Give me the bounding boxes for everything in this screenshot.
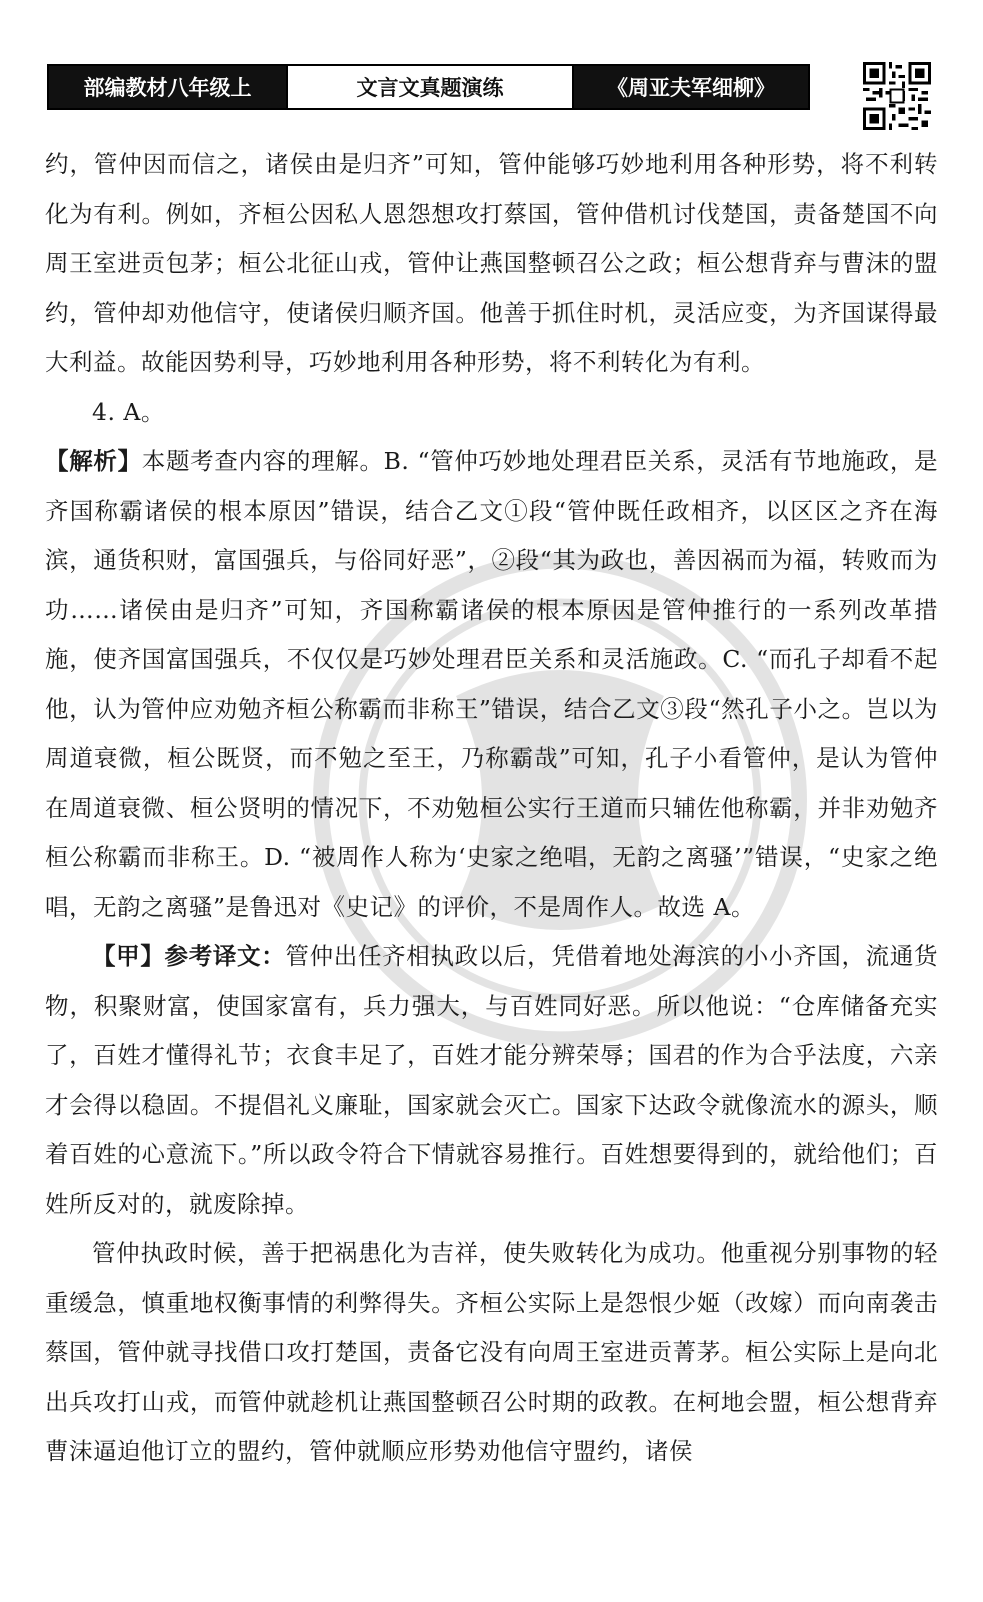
translation-tag: 【甲】参考译文： <box>92 942 286 970</box>
translation-text-1: 管仲出任齐相执政以后，凭借着地处海滨的小小齐国，流通货物，积聚财富，使国家富有，兵力强大，与百姓同好恶。所以他说：“仓库储备充实了，百姓才懂得礼节；衣食丰足了，百姓才能分辨荣辱；国君的作为合乎法度，六亲才会得以稳固。不提倡礼义廉耻，国家就会灭亡。国家下达政令就像流水的源头，顺着百姓的心意流下。”所以政令符合下情就容易推行。百姓想要得到的，就给他们；百姓所反对的，就废除掉。 <box>45 942 939 1218</box>
analysis-text: 本题考查内容的理解。B. “管仲巧妙地处理君臣关系，灵活有节地施政，是齐国称霸诸侯的根本原因”错误，结合乙文①段“管仲既任政相齐，以区区之齐在海滨，通货积财，富国强兵，与俗同好恶”，②段“其为政也，善因祸而为福，转败而为功……诸侯由是归齐”可知，齐国称霸诸侯的根本原因是管仲推行的一系列改革措施，使齐国富国强兵，不仅仅是巧妙处理君臣关系和灵活施政。C. “而孔子却看不起他，认为管仲应劝勉齐桓公称霸而非称王”错误，结合乙文③段“然孔子小之。岂以为周道衰微，桓公既贤，而不勉之至王，乃称霸哉”可知，孔子小看管仲，是认为管仲在周道衰微、桓公贤明的情况下，不劝勉桓公实行王道而只辅佐他称霸，并非劝勉齐桓公称霸而非称王。D. “被周作人称为‘史家之绝唱，无韵之离骚’”错误，“史家之绝唱，无韵之离骚”是鲁迅对《史记》的评价，不是周作人。故选 A。 <box>45 447 939 921</box>
header-section-title: 文言文真题演练 <box>286 66 574 108</box>
analysis-paragraph <box>45 437 938 932</box>
paragraph-continuation: 约，管仲因而信之，诸侯由是归齐”可知，管仲能够巧妙地利用各种形势，将不利转化为有利。例如，齐桓公因私人恩怨想攻打蔡国，管仲借机讨伐楚国，责备楚国不向周王室进贡包茅；桓公北征山戎，管仲让燕国整顿召公之政；桓公想背弃与曹沫的盟约，管仲却劝他信守，使诸侯归顺齐国。他善于抓住时机，灵活应变，为齐国谋得最大利益。故能因势利导，巧妙地利用各种形势，将不利转化为有利。 <box>45 150 938 376</box>
header-lesson-title: 《周亚夫军细柳》 <box>574 66 808 108</box>
header-bar <box>47 64 810 110</box>
answer-4: 4. A。 <box>92 397 165 426</box>
analysis-tag: 【解析】 <box>45 447 142 475</box>
document-body <box>45 140 938 1477</box>
qr-code-icon <box>863 62 931 130</box>
translation-paragraph-2: 管仲执政时候，善于把祸患化为吉祥，使失败转化为成功。他重视分别事物的轻重缓急，慎重地权衡事情的利弊得失。齐桓公实际上是怨恨少姬（改嫁）而向南袭击蔡国，管仲就寻找借口攻打楚国，责备它没有向周王室进贡菁茅。桓公实际上是向北出兵攻打山戎，而管仲就趁机让燕国整顿召公时期的政教。在柯地会盟，桓公想背弃曹沫逼迫他订立的盟约，管仲就顺应形势劝他信守盟约，诸侯 <box>45 1239 938 1465</box>
header-grade-label: 部编教材八年级上 <box>49 66 286 108</box>
translation-paragraph-1 <box>45 932 938 1229</box>
